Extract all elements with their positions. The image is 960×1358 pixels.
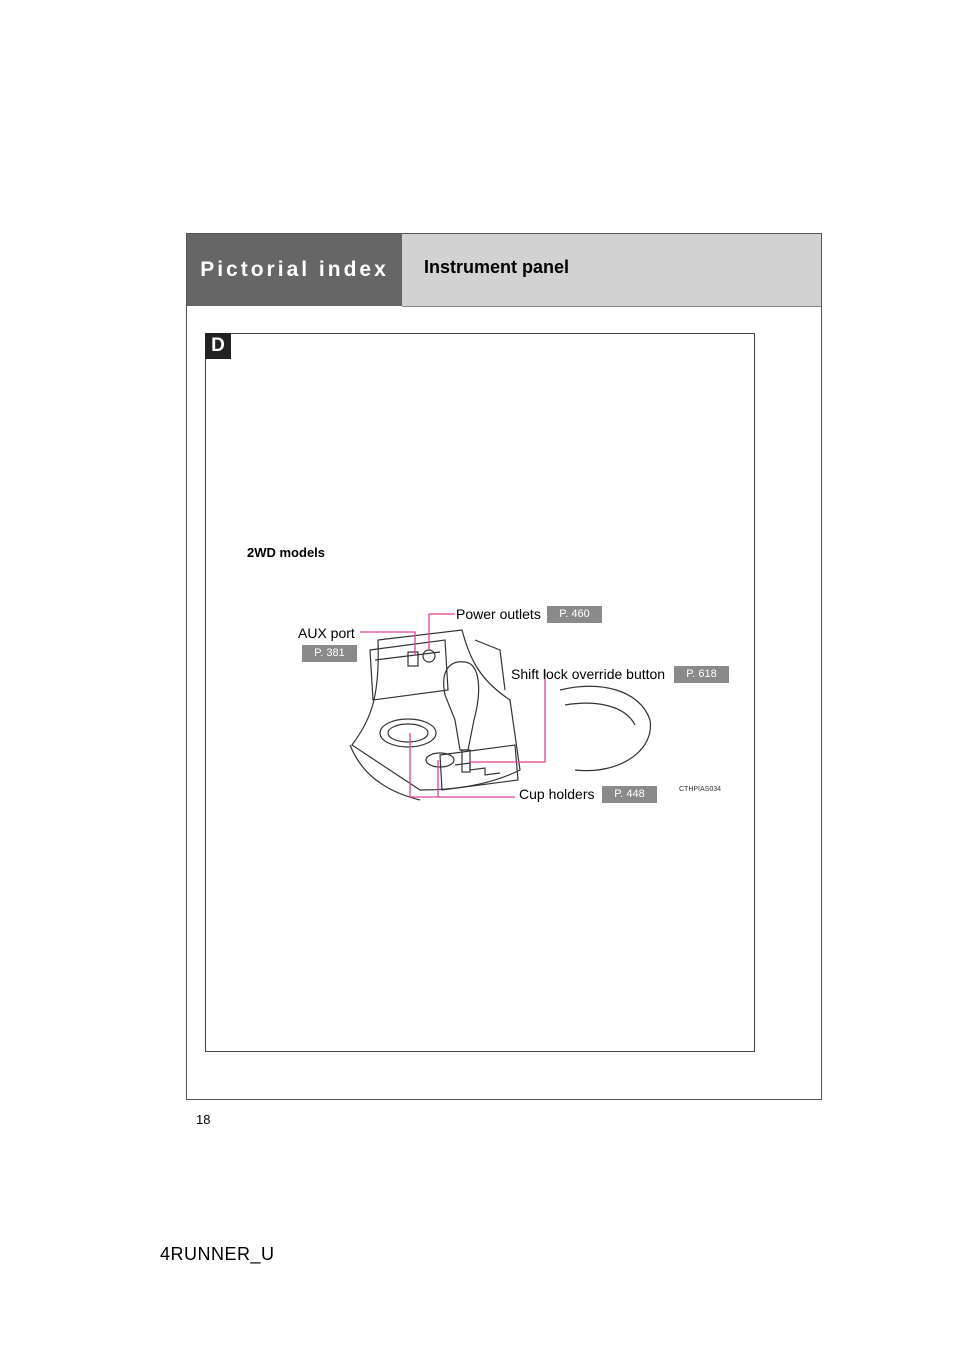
page-title: Instrument panel	[424, 257, 570, 277]
section-badge: D	[205, 333, 231, 359]
aux-port-page-link[interactable]: P. 381	[302, 645, 357, 662]
power-outlets-label: Power outlets	[456, 606, 541, 622]
section-title: Pictorial index	[187, 234, 402, 306]
leader-aux	[360, 632, 415, 655]
image-code: CTHPIAS034	[679, 786, 722, 793]
power-outlets-page-link[interactable]: P. 460	[547, 606, 602, 623]
cup-holders-page-link[interactable]: P. 448	[602, 786, 657, 803]
leader-shift	[470, 670, 545, 762]
cup-holders-label: Cup holders	[519, 786, 595, 802]
aux-port-label: AUX port	[298, 625, 355, 641]
shift-lock-label: Shift lock override button	[511, 666, 666, 682]
model-label: 2WD models	[247, 545, 326, 560]
console-drawing	[350, 630, 650, 800]
shift-lock-page-link[interactable]: P. 618	[674, 666, 729, 683]
footer-label: 4RUNNER_U	[160, 1244, 275, 1264]
page-number: 18	[196, 1112, 211, 1127]
